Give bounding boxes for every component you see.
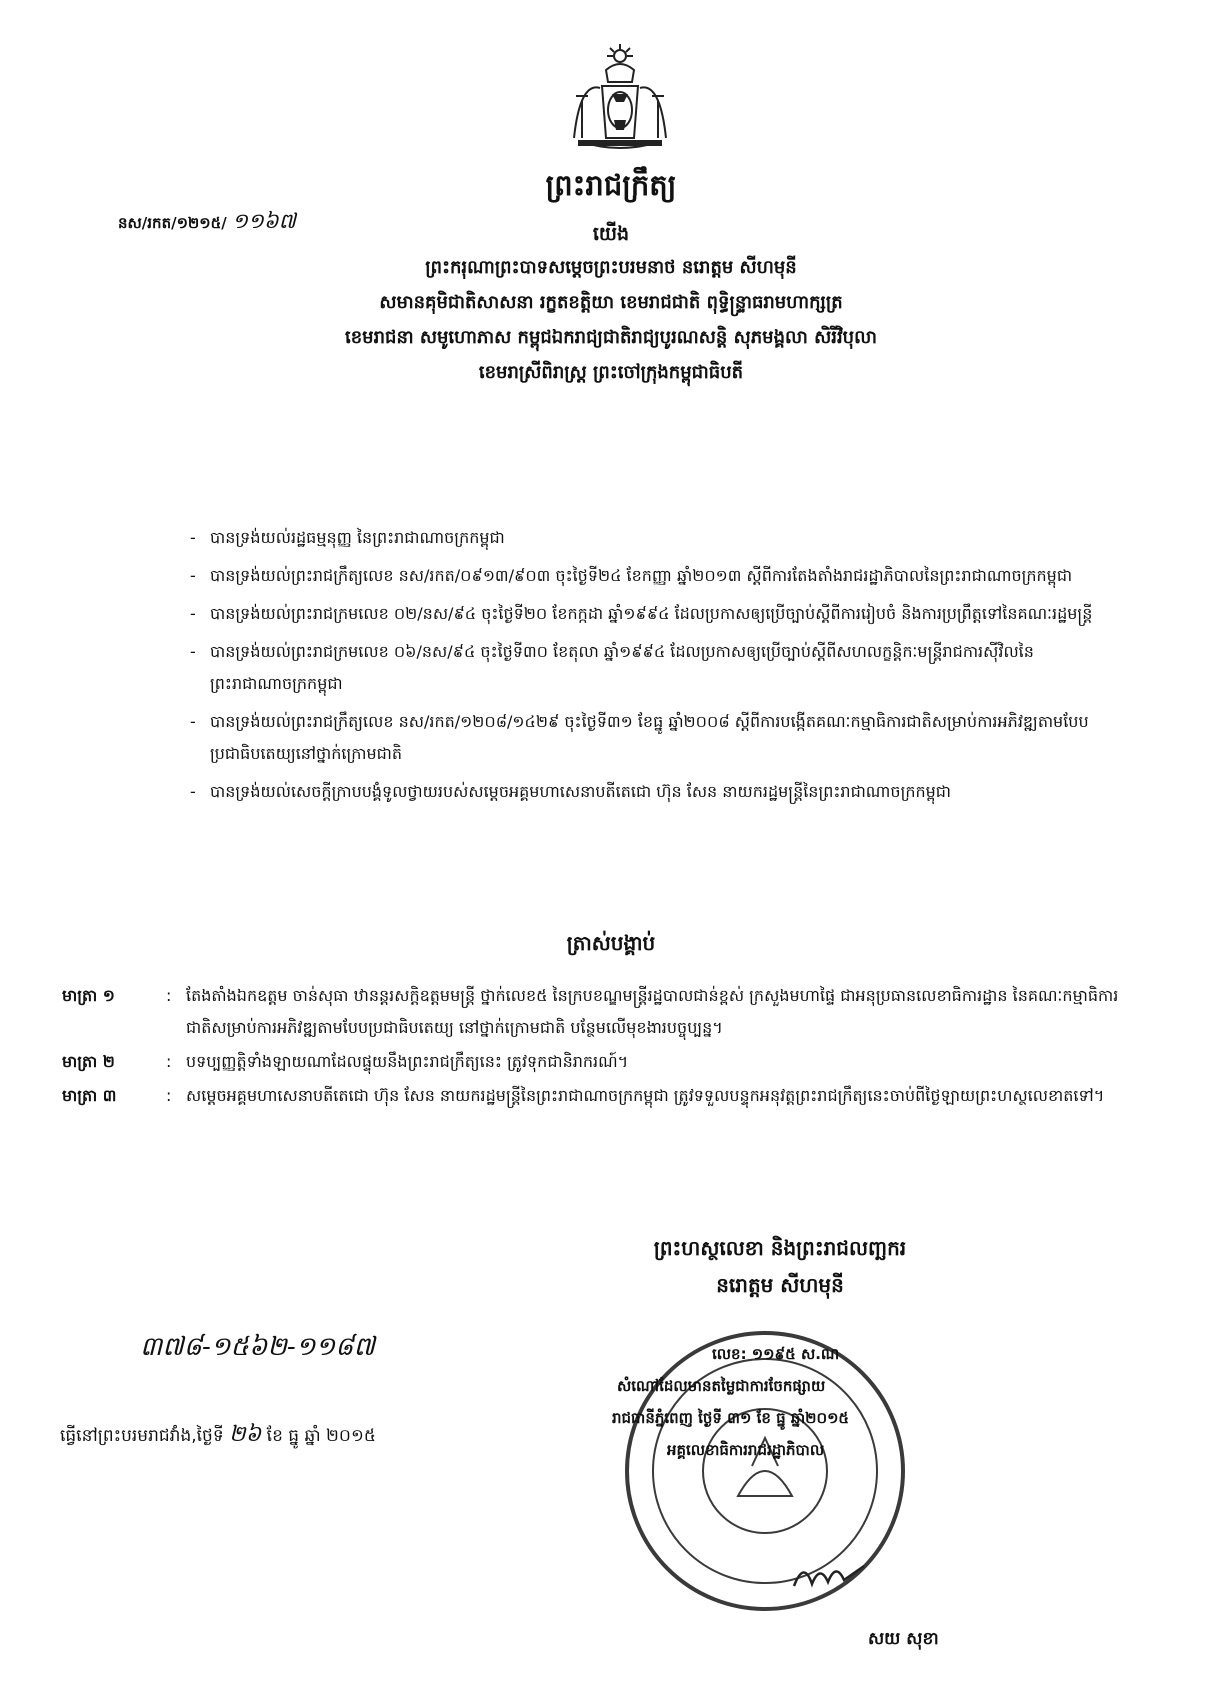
decision-heading: ត្រាស់បង្គាប់ bbox=[566, 931, 656, 955]
king-title-line-3: ខេមរាជនា សមូហោភាស កម្ពុជឯករាជ្យជាតិរាជ្យបូរណសន្តិ សុភមង្គលា សិរីវិបុលា bbox=[345, 327, 877, 348]
recital-item: - បានទ្រង់យល់ព្រះរាជក្រឹត្យលេខ នស/រកត/១២០៨/១៤២៩ ចុះថ្ងៃទី៣១ ខែធ្នូ ឆ្នាំ២០០៨ ស្ដីពីការបង្កើតគណៈកម្មាធិការជាតិសម្រាប់ការអភិវឌ្ឍតាមបែបប្រជាធិបតេយ្យនៅថ្នាក់ក្រោមជាតិ bbox=[190, 712, 1089, 763]
recital-text: បានទ្រង់យល់ព្រះរាជក្រឹត្យលេខ នស/រកត/១២០៨/១៤២៩ ចុះថ្ងៃទី៣១ ខែធ្នូ ឆ្នាំ២០០៨ ស្ដីពីការបង្កើតគណៈកម្មាធិការជាតិសម្រាប់ការអភិវឌ្ឍតាមបែបប្រជាធិបតេយ្យនៅថ្នាក់ក្រោមជាតិ bbox=[210, 712, 1089, 763]
royal-arms-emblem bbox=[562, 42, 678, 154]
king-title-line-1: ព្រះករុណាព្រះបាទសម្ដេចព្រះបរមនាថ នរោត្តម សីហមុនី bbox=[425, 257, 797, 278]
place-date-prefix: ធ្វើនៅព្រះបរមរាជវាំង,ថ្ងៃទី bbox=[60, 1426, 224, 1446]
recital-text: បានទ្រង់យល់ព្រះរាជក្រឹត្យលេខ នស/រកត/០៩១៣/៩០៣ ចុះថ្ងៃទី២៤ ខែកញ្ញា ឆ្នាំ២០១៣ ស្ដីពីការតែងតាំងរាជរដ្ឋាភិបាលនៃព្រះរាជាណាចក្រកម្ពុជា bbox=[210, 566, 1073, 585]
recital-text: បានទ្រង់យល់ព្រះរាជក្រមលេខ ០៦/នស/៩៤ ចុះថ្ងៃទី៣០ ខែតុលា ឆ្នាំ១៩៩៤ ដែលប្រកាសឲ្យប្រើច្បាប់ស្ដីពីសហលក្ខន្តិកៈមន្ត្រីរាជការស៊ីវិលនៃព្រះរាជាណាចក្រកម្ពុជា bbox=[210, 642, 1034, 693]
we-line: យើង bbox=[592, 223, 630, 245]
recital-item: - បានទ្រង់យល់រដ្ឋធម្មនុញ្ញ នៃព្រះរាជាណាចក្រកម្ពុជា bbox=[190, 528, 505, 547]
article-text: សម្ដេចអគ្គមហាសេនាបតីតេជោ ហ៊ុន សែន នាយករដ្ឋមន្ត្រីនៃព្រះរាជាណាចក្រកម្ពុជា ត្រូវទទួលបន្ទុកអនុវត្តព្រះរាជក្រឹត្យនេះចាប់ពីថ្ងៃឡាយព្រះហស្ថលេខាតទៅ។ bbox=[186, 1086, 1105, 1105]
article-label: មាត្រា ១ bbox=[62, 986, 115, 1005]
place-date-suffix: ខែ ធ្នូ ឆ្នាំ ២០១៥ bbox=[266, 1426, 376, 1446]
article-text: តែងតាំងឯកឧត្តម ចាន់សុធា ឋានន្តរសក្តិឧត្តមមន្ត្រី ថ្នាក់លេខ៥ នៃក្របខណ្ឌមន្ត្រីរដ្ឋបាលជាន់ខ្ពស់ ក្រសួងមហាផ្ទៃ ជាអនុប្រធានលេខាធិការដ្ឋាន នៃគណៈកម្មាធិការជាតិសម្រាប់ការអភិវឌ្ឍតាមបែបប្រជាធិបតេយ្យ នៅថ្នាក់ក្រោមជាតិ បន្ថែមលើមុខងារបច្ចុប្បន្ន។ bbox=[186, 986, 1119, 1037]
article-3: មាត្រា ៣ : សម្ដេចអគ្គមហាសេនាបតីតេជោ ហ៊ុន សែន នាយករដ្ឋមន្ត្រីនៃព្រះរាជាណាចក្រកម្ពុជា ត្រូវទទួលបន្ទុកអនុវត្តព្រះរាជក្រឹត្យនេះចាប់ពីថ្ងៃឡាយព្រះហស្ថលេខាតទៅ។ bbox=[62, 1080, 1132, 1112]
recital-item: - បានទ្រង់យល់ព្រះរាជក្រមលេខ ០២/នស/៩៤ ចុះថ្ងៃទី២០ ខែកក្កដា ឆ្នាំ១៩៩៤ ដែលប្រកាសឲ្យប្រើច្បាប់ស្ដីពីការរៀបចំ និងការប្រព្រឹត្តទៅនៃគណៈរដ្ឋមន្ត្រី bbox=[190, 604, 1093, 623]
recitals-list bbox=[190, 522, 1110, 814]
article-label: មាត្រា ២ bbox=[62, 1052, 115, 1071]
handwritten-registry-number: ៣៧៨-១៥៦២-១១៨៧ bbox=[140, 1332, 375, 1362]
article-2: មាត្រា ២ : បទប្បញ្ញត្តិទាំងឡាយណាដែលផ្ទុយនឹងព្រះរាជក្រឹត្យនេះ ត្រូវទុកជានិរាករណ៍។ bbox=[62, 1046, 1132, 1078]
recital-text: បានទ្រង់យល់សេចក្ដីក្រាបបង្គំទូលថ្វាយរបស់សម្ដេចអគ្គមហាសេនាបតីតេជោ ហ៊ុន សែន នាយករដ្ឋមន្ត្រីនៃព្រះរាជាណាចក្រកម្ពុជា bbox=[210, 782, 952, 801]
document-title: ព្រះរាជក្រឹត្យ bbox=[545, 168, 677, 202]
reference-handwritten: ១១៦៧ bbox=[231, 209, 296, 233]
registration-number: លេខ: ១១៩៥ ស.ណ bbox=[712, 1345, 840, 1363]
article-1: មាត្រា ១ : តែងតាំងឯកឧត្តម ចាន់សុធា ឋានន្តរសក្តិឧត្តមមន្ត្រី ថ្នាក់លេខ៥ នៃក្របខណ្ឌមន្ត្រីរដ្ឋបាលជាន់ខ្ពស់ ក្រសួងមហាផ្ទៃ ជាអនុប្រធានលេខាធិការដ្ឋាន នៃគណៈកម្មាធិការជាតិសម្រាប់ការអភិវឌ្ឍតាមបែបប្រជាធិបតេយ្យ នៅថ្នាក់ក្រោមជាតិ បន្ថែមលើមុខងារបច្ចុប្បន្ន។ bbox=[62, 980, 1132, 1044]
recital-item: - បានទ្រង់យល់ព្រះរាជក្រឹត្យលេខ នស/រកត/០៩១៣/៩០៣ ចុះថ្ងៃទី២៤ ខែកញ្ញា ឆ្នាំ២០១៣ ស្ដីពីការតែងតាំងរាជរដ្ឋាភិបាលនៃព្រះរាជាណាចក្រកម្ពុជា bbox=[190, 566, 1073, 585]
recital-text: បានទ្រង់យល់ព្រះរាជក្រមលេខ ០២/នស/៩៤ ចុះថ្ងៃទី២០ ខែកក្កដា ឆ្នាំ១៩៩៤ ដែលប្រកាសឲ្យប្រើច្បាប់ស្ដីពីការរៀបចំ និងការប្រព្រឹត្តទៅនៃគណៈរដ្ឋមន្ត្រី bbox=[210, 604, 1093, 623]
article-text: បទប្បញ្ញត្តិទាំងឡាយណាដែលផ្ទុយនឹងព្រះរាជក្រឹត្យនេះ ត្រូវទុកជានិរាករណ៍។ bbox=[186, 1052, 629, 1071]
recital-item: - បានទ្រង់យល់ព្រះរាជក្រមលេខ ០៦/នស/៩៤ ចុះថ្ងៃទី៣០ ខែតុលា ឆ្នាំ១៩៩៤ ដែលប្រកាសឲ្យប្រើច្បាប់ស្ដីពីសហលក្ខន្តិកៈមន្ត្រីរាជការស៊ីវិលនៃព្រះរាជាណាចក្រកម្ពុជា bbox=[190, 642, 1034, 693]
registration-copy-note: សំណៅដែលមានតម្លៃជាការចែកផ្សាយ bbox=[617, 1377, 826, 1395]
king-title-line-4: ខេមរាស្រីពិរាស្ត្រ ព្រះចៅក្រុងកម្ពុជាធិបតី bbox=[478, 362, 744, 383]
king-title-line-2: សមានគុមិជាតិសាសនា រក្ខតខត្តិយា ខេមរាជជាតិ ពុទ្ធិន្ទ្រាធរាមហាក្សត្រ bbox=[379, 292, 843, 313]
royal-signature-name: នរោត្តម សីហមុនី bbox=[716, 1273, 844, 1297]
articles-list bbox=[62, 980, 1132, 1114]
registration-block bbox=[612, 1338, 1112, 1466]
handwritten-signature bbox=[790, 1556, 870, 1596]
signer-name: សយ សុខា bbox=[868, 1629, 939, 1649]
recital-item: - បានទ្រង់យល់សេចក្ដីក្រាបបង្គំទូលថ្វាយរបស់សម្ដេចអគ្គមហាសេនាបតីតេជោ ហ៊ុន សែន នាយករដ្ឋមន្ត្រីនៃព្រះរាជាណាចក្រកម្ពុជា bbox=[190, 782, 952, 801]
place-date-day: ២៦ bbox=[229, 1422, 262, 1447]
royal-signature-title: ព្រះហស្ថលេខា និងព្រះរាជលញ្ឆករ bbox=[653, 1236, 907, 1260]
registration-date: រាជធានីភ្នំពេញ ថ្ងៃទី ៣១ ខែ ធ្នូ ឆ្នាំ២០១៥ bbox=[612, 1409, 850, 1427]
reference-prefix: នស/រកត/១២១៥/ bbox=[118, 214, 227, 232]
registration-authority: អគ្គលេខាធិការរាជរដ្ឋាភិបាល bbox=[667, 1441, 825, 1459]
article-label: មាត្រា ៣ bbox=[62, 1086, 117, 1105]
recital-text: បានទ្រង់យល់រដ្ឋធម្មនុញ្ញ នៃព្រះរាជាណាចក្រកម្ពុជា bbox=[210, 528, 505, 547]
place-and-date bbox=[60, 1420, 376, 1452]
